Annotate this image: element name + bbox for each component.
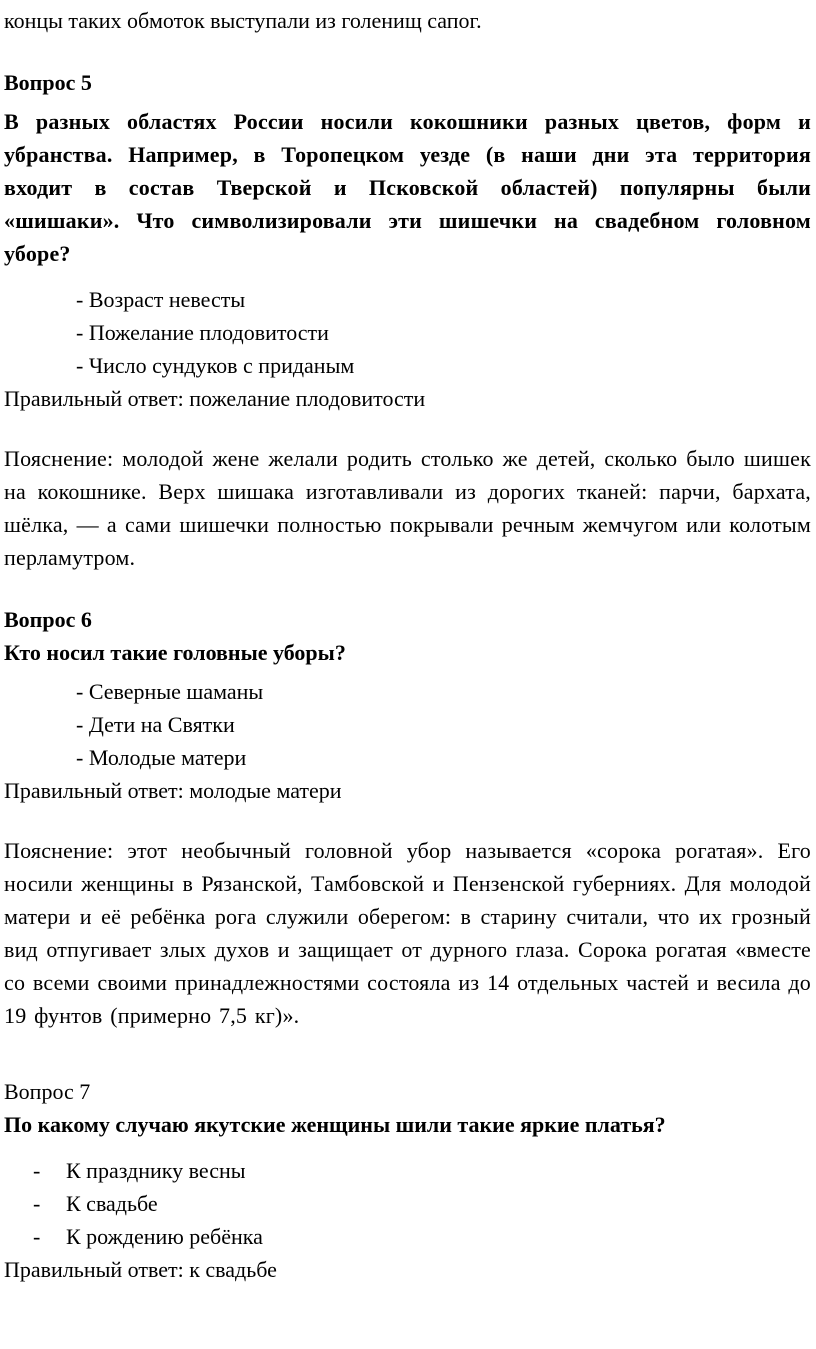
question-5-section: [4, 66, 811, 574]
q7-correct-answer: Правильный ответ: к свадьбе: [4, 1257, 277, 1282]
q7-options-list: [4, 1154, 811, 1253]
q6-option-1: - Северные шаманы: [76, 679, 264, 704]
q7-question: По какому случаю якутские женщины шили такие яркие платья?: [4, 1112, 666, 1137]
question-6-section: [4, 603, 811, 1032]
question-7-section: [4, 1075, 811, 1286]
q5-option-3: - Число сундуков с приданым: [76, 353, 355, 378]
intro-text-fragment: концы таких обмоток выступали из голенищ сапог.: [4, 8, 482, 33]
q6-explanation: Пояснение: этот необычный головной убор называется «сорока рогатая». Его носили женщины в Рязанской, Тамбовской и Пензенской губерниях. Для молодой матери и её ребёнка рога служили оберегом: в старину считали, что их грозный вид отпугивает злых духов и защищает от дурного глаза. Сорока рогатая «вместе со всеми своими принадлежностями состояла из 14 отдельных частей и весила до 19 фунтов (примерно 7,5 кг)».: [4, 838, 811, 1028]
q7-option-3: [33, 1220, 811, 1253]
q6-heading: Вопрос 6: [4, 607, 92, 632]
q6-question: Кто носил такие головные уборы?: [4, 640, 346, 665]
q6-option-3: - Молодые матери: [76, 745, 247, 770]
q5-options-list: [4, 283, 811, 382]
list-dash-marker: -: [33, 1158, 41, 1183]
q7-option-3-label: К рождению ребёнка: [66, 1224, 263, 1249]
q5-heading: Вопрос 5: [4, 70, 92, 95]
list-dash-marker: -: [33, 1191, 41, 1216]
q5-question: В разных областях России носили кокошники разных цветов, форм и убранства. Например, в Торопецком уезде (в наши дни эта территория входит в состав Тверской и Псковской областей) популярны были «шишаки». Что символизировали эти шишечки на свадебном головном уборе?: [4, 109, 811, 266]
q6-correct-answer: Правильный ответ: молодые матери: [4, 778, 342, 803]
q6-options-list: [4, 675, 811, 774]
q6-option-2: - Дети на Святки: [76, 712, 235, 737]
q5-option-2: - Пожелание плодовитости: [76, 320, 329, 345]
q5-option-1: - Возраст невесты: [76, 287, 246, 312]
q7-option-1-label: К празднику весны: [66, 1158, 246, 1183]
q7-option-2-label: К свадьбе: [66, 1191, 158, 1216]
q5-explanation: Пояснение: молодой жене желали родить столько же детей, сколько было шишек на кокошнике. Верх шишака изготавливали из дорогих тканей: парчи, бархата, шёлка, — а сами шишечки полностью покрывали речным жемчугом или колотым перламутром.: [4, 446, 811, 570]
q7-heading: Вопрос 7: [4, 1079, 91, 1104]
q7-option-2: [33, 1187, 811, 1220]
q5-correct-answer: Правильный ответ: пожелание плодовитости: [4, 386, 426, 411]
q7-option-1: [33, 1154, 811, 1187]
list-dash-marker: -: [33, 1224, 41, 1249]
